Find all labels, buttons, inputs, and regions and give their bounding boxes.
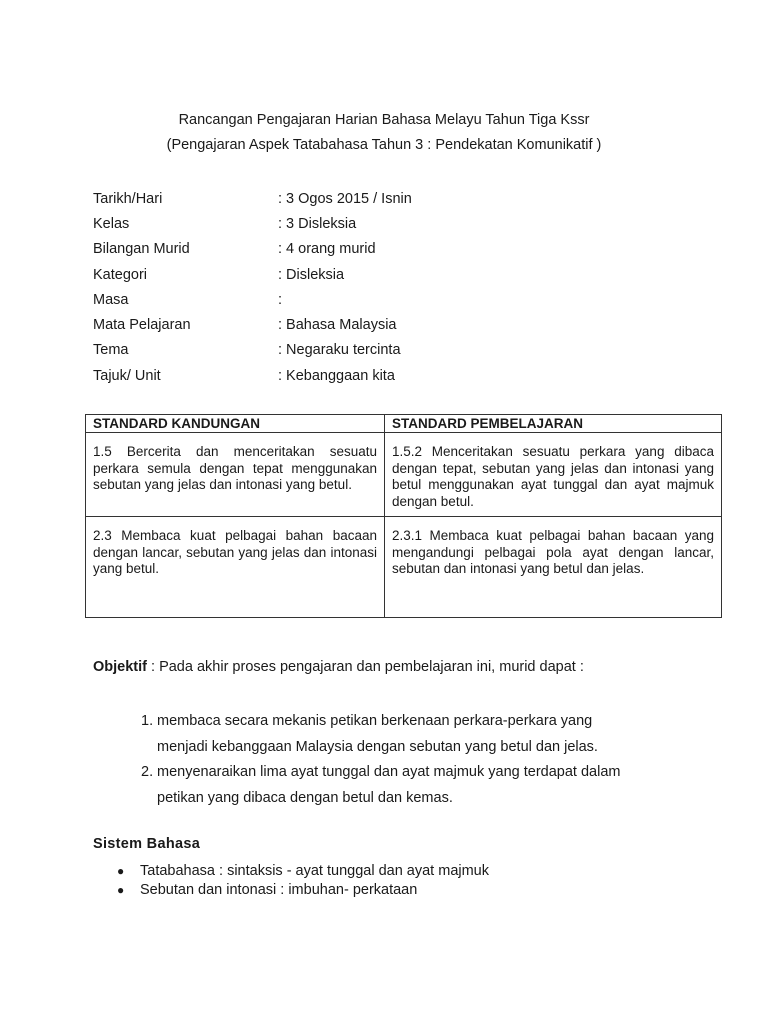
- info-label: Tema: [93, 342, 129, 359]
- standards-table: [85, 414, 722, 618]
- objective-text: : Pada akhir proses pengajaran dan pembelajaran ini, murid dapat :: [146, 659, 584, 675]
- list-number: 2.: [141, 764, 154, 780]
- header-standard-pembelajaran: STANDARD PEMBELAJARAN: [385, 415, 722, 433]
- table-cell: 1.5 Bercerita dan menceritakan sesuatu perkara semula dengan tepat menggunakan sebutan yang jelas dan intonasi yang betul.: [86, 433, 385, 517]
- list-text: membaca secara mekanis petikan berkenaan perkara-perkara yang: [157, 713, 593, 729]
- list-text: menyenaraikan lima ayat tunggal dan ayat majmuk yang terdapat dalam: [157, 764, 621, 780]
- table-cell: 2.3 Membaca kuat pelbagai bahan bacaan dengan lancar, sebutan yang jelas dan intonasi yang betul.: [86, 517, 385, 618]
- info-row: [93, 363, 693, 388]
- info-row: [93, 211, 693, 236]
- info-row: [93, 237, 693, 262]
- info-row: [93, 186, 693, 211]
- sistem-bahasa-heading: Sistem Bahasa: [93, 836, 201, 852]
- info-value: : 3 Ogos 2015 / Isnin: [278, 190, 412, 207]
- info-label: Bilangan Murid: [93, 241, 190, 258]
- document-subtitle: (Pengajaran Aspek Tatabahasa Tahun 3 : Pendekatan Komunikatif ): [166, 137, 602, 153]
- bullet-icon: ●: [117, 864, 125, 878]
- objective-label: Objektif: [93, 659, 147, 675]
- info-row: [93, 287, 693, 312]
- sistem-bahasa-list: [117, 862, 489, 900]
- info-label: Tarikh/Hari: [93, 190, 163, 207]
- list-text-continued: petikan yang dibaca dengan betul dan kemas.: [157, 789, 453, 806]
- list-text: Tatabahasa : sintaksis - ayat tunggal dan ayat majmuk: [140, 863, 489, 879]
- header-standard-kandungan: STANDARD KANDUNGAN: [86, 415, 385, 433]
- list-item: [141, 709, 701, 760]
- info-value: : Bahasa Malaysia: [278, 317, 397, 334]
- list-text-continued: menjadi kebanggaan Malaysia dengan sebutan yang betul dan jelas.: [157, 738, 598, 755]
- info-value: :: [278, 291, 283, 308]
- table-cell: 2.3.1 Membaca kuat pelbagai bahan bacaan yang mengandungi pelbagai pola ayat dengan lancar, sebutan dan intonasi yang betul dan jelas.: [385, 517, 722, 618]
- table-row: [86, 517, 722, 618]
- info-row: [93, 312, 693, 337]
- info-row: [93, 262, 693, 287]
- info-label: Kelas: [93, 215, 130, 232]
- bullet-icon: ●: [117, 883, 125, 897]
- info-value: : Kebanggaan kita: [278, 367, 395, 384]
- table-row: [86, 433, 722, 517]
- list-text: Sebutan dan intonasi : imbuhan- perkataan: [140, 882, 418, 898]
- table-cell: 1.5.2 Menceritakan sesuatu perkara yang dibaca dengan tepat, sebutan yang jelas dan intonasi yang betul menggunakan ayat tunggal dan ayat majmuk dengan betul.: [385, 433, 722, 517]
- list-item: [141, 760, 701, 811]
- info-label: Masa: [93, 291, 129, 308]
- table-header-row: [86, 415, 722, 433]
- list-item: [117, 881, 489, 900]
- info-value: : Disleksia: [278, 266, 345, 283]
- list-item: [117, 862, 489, 881]
- objective-paragraph: [93, 659, 584, 675]
- objective-list: [141, 709, 701, 811]
- info-row: [93, 338, 693, 363]
- info-value: : 3 Disleksia: [278, 215, 357, 232]
- document-title: Rancangan Pengajaran Harian Bahasa Melayu Tahun Tiga Kssr: [178, 112, 590, 128]
- info-label: Kategori: [93, 266, 148, 283]
- list-number: 1.: [141, 713, 154, 729]
- info-label: Tajuk/ Unit: [93, 367, 161, 384]
- info-label: Mata Pelajaran: [93, 317, 191, 334]
- lesson-info: [93, 186, 693, 388]
- info-value: : 4 orang murid: [278, 241, 376, 258]
- info-value: : Negaraku tercinta: [278, 342, 401, 359]
